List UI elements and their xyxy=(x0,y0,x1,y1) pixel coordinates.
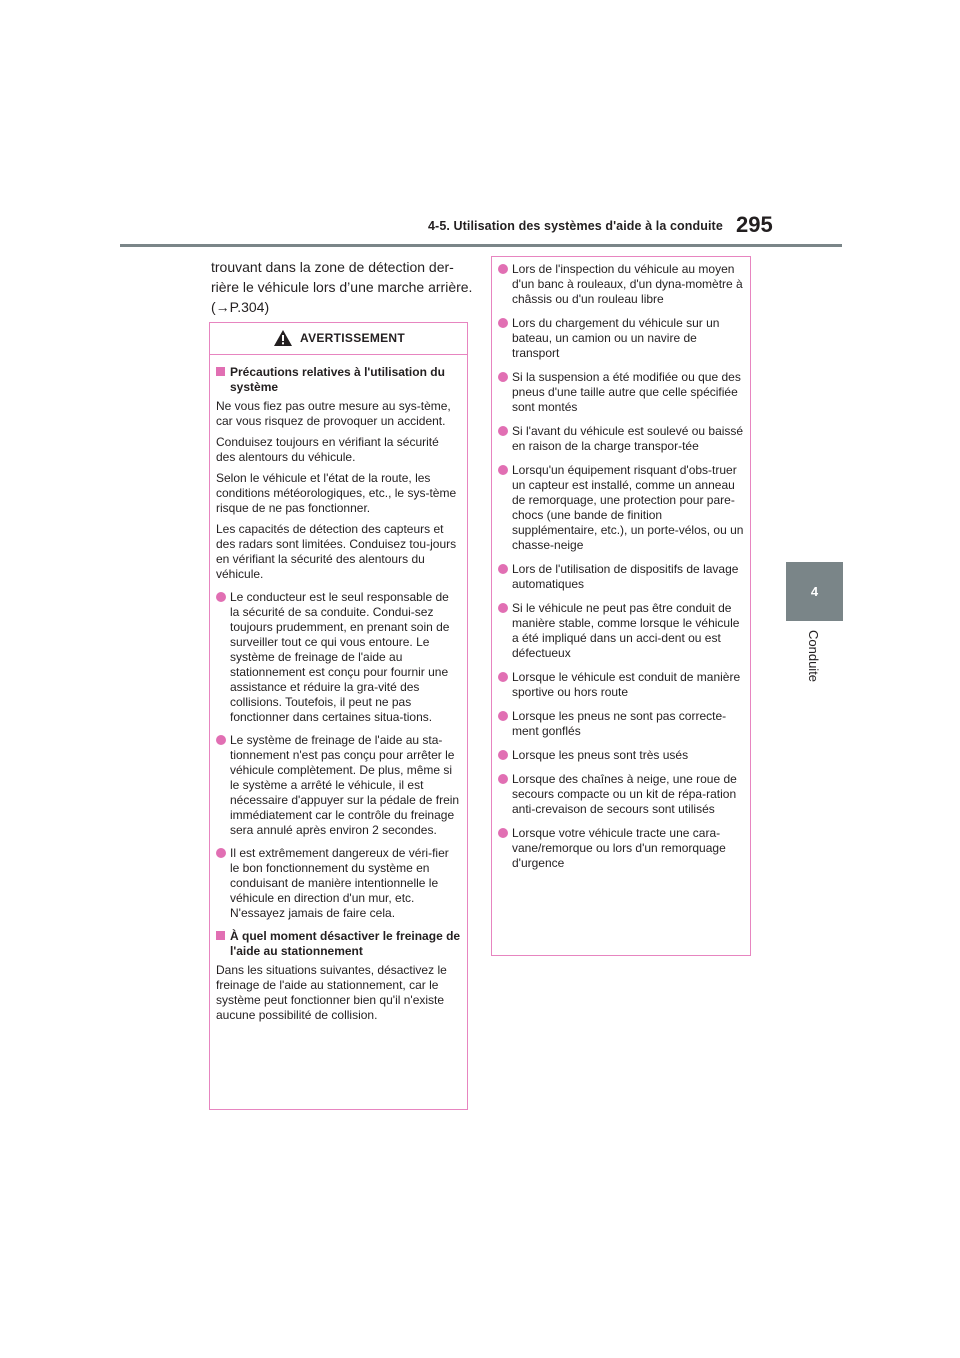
list-item xyxy=(498,601,744,661)
list-item-text: Lorsqu'un équipement risquant d'obs-truer un capteur est installé, comme un anneau de remorquage, une protection pour pare-chocs (une bande de finition supplémentaire, etc.), un porte-vélos, ou un chasse-neige xyxy=(512,463,744,552)
pink-dot-icon xyxy=(498,426,508,436)
list-item xyxy=(498,370,744,415)
warning-body xyxy=(210,355,467,1023)
paragraph: Les capacités de détection des capteurs et des radars sont limitées. Conduisez tou-jours en vérifiant la sécurité des alentours du véhicule. xyxy=(216,522,457,581)
warning-header xyxy=(210,323,467,355)
section-heading-precautions xyxy=(216,365,461,395)
pink-dot-icon xyxy=(498,372,508,382)
paragraph: Conduisez toujours en vérifiant la sécurité des alentours du véhicule. xyxy=(216,435,439,464)
list-item-text: Lors de l'inspection du véhicule au moyen d'un banc à rouleaux, d'un dyna-momètre à châssis ou d'un rouleau libre xyxy=(512,262,743,306)
pink-dot-icon xyxy=(498,264,508,274)
list-item-text: Lorsque les pneus sont très usés xyxy=(512,748,689,762)
pink-dot-icon xyxy=(216,592,226,602)
list-item xyxy=(216,733,461,838)
list-item xyxy=(498,709,744,739)
intro-text: trouvant dans la zone de détection der-rière le véhicule lors d’une marche arrière. (→P.304) xyxy=(211,259,473,315)
header-rule xyxy=(120,244,842,247)
section-heading-text: Précautions relatives à l'utilisation du système xyxy=(230,365,445,394)
list-item-text: Si le véhicule ne peut pas être conduit de manière stable, comme lorsque le véhicule a été impliqué dans un acci-dent ou est défectueux xyxy=(512,601,740,660)
warning-title: AVERTISSEMENT xyxy=(300,331,406,345)
list-item xyxy=(498,826,744,871)
list-item-text: Il est extrêmement dangereux de véri-fier le bon fonctionnement du système en conduisant de manière intentionnelle le véhicule en direction d'un mur, etc. N'essayez jamais de faire cela. xyxy=(230,846,449,920)
pink-dot-icon xyxy=(498,711,508,721)
list-item xyxy=(498,772,744,817)
list-item xyxy=(216,590,461,725)
chapter-tab[interactable]: 4 xyxy=(786,562,843,621)
pink-dot-icon xyxy=(498,774,508,784)
list-item-text: Le conducteur est le seul responsable de la sécurité de sa conduite. Condui-sez toujours prudemment, en prenant soin de surveiller tout ce qui vous entoure. Le système de freinage de l'aide au stationnement est conçu pour fournir une assistance et réduire la gra-vité des collisions. Toutefois, il peut ne pas fonctionner dans certaines situa-tions. xyxy=(230,590,450,724)
section-heading-deactivate xyxy=(216,929,461,959)
list-item-text: Lors du chargement du véhicule sur un bateau, un camion ou un navire de transport xyxy=(512,316,720,360)
page-number: 295 xyxy=(736,212,773,237)
list-item-text: Si l'avant du véhicule est soulevé ou baissé en raison de la charge transpor-tée xyxy=(512,424,744,453)
paragraph: Ne vous fiez pas outre mesure au sys-tème, car vous risquez de provoquer un accident. xyxy=(216,399,451,428)
pink-dot-icon xyxy=(498,465,508,475)
pink-dot-icon xyxy=(498,828,508,838)
list-item xyxy=(216,846,461,921)
list-item xyxy=(498,262,744,307)
chapter-label: Conduite xyxy=(806,630,821,683)
list-item-text: Si la suspension a été modifiée ou que des pneus d'une taille autre que celle spécifiée sont montés xyxy=(512,370,741,414)
pink-square-icon xyxy=(216,931,225,940)
list-item xyxy=(498,316,744,361)
list-item xyxy=(498,748,744,763)
pink-dot-icon xyxy=(498,318,508,328)
list-item-text: Lorsque votre véhicule tracte une cara-vane/remorque ou lors d'un remorquage d'urgence xyxy=(512,826,726,870)
paragraph: Dans les situations suivantes, désactivez le freinage de l'aide au stationnement, car le système peut fonctionner bien qu'il n'existe aucune possibilité de collision. xyxy=(216,963,447,1022)
list-item xyxy=(498,670,744,700)
paragraph: Selon le véhicule et l'état de la route, les conditions météorologiques, etc., le sys-tème risque de ne pas fonctionner. xyxy=(216,471,457,515)
list-item-text: Lors de l'utilisation de dispositifs de lavage automatiques xyxy=(512,562,739,591)
pink-dot-icon xyxy=(498,564,508,574)
pink-dot-icon xyxy=(498,750,508,760)
list-item-text: Lorsque le véhicule est conduit de manière sportive ou hors route xyxy=(512,670,741,699)
list-item xyxy=(498,463,744,553)
pink-dot-icon xyxy=(498,672,508,682)
list-item xyxy=(498,562,744,592)
deactivation-list xyxy=(492,257,750,871)
list-item-text: Lorsque des chaînes à neige, une roue de secours compacte ou un kit de répa-ration anti-crevaison de secours sont utilisés xyxy=(512,772,737,816)
warning-box xyxy=(209,322,468,1110)
pink-dot-icon xyxy=(216,848,226,858)
deactivation-list-box xyxy=(491,256,751,956)
pink-square-icon xyxy=(216,367,225,376)
list-item-text: Le système de freinage de l'aide au sta-tionnement n'est pas conçu pour arrêter le véhicule complètement. De plus, même si le système a arrêté le véhicule, il est nécessaire d'appuyer sur la pédale de frein immédiatement car le contrôle du freinage sera annulé après environ 2 secondes. xyxy=(230,733,460,837)
section-title: 4-5. Utilisation des systèmes d'aide à la conduite xyxy=(428,219,723,233)
section-heading-text: À quel moment désactiver le freinage de l'aide au stationnement xyxy=(230,929,461,958)
list-item-text: Lorsque les pneus ne sont pas correcte-ment gonflés xyxy=(512,709,727,738)
pink-dot-icon xyxy=(216,735,226,745)
pink-dot-icon xyxy=(498,603,508,613)
list-item xyxy=(498,424,744,454)
warning-triangle-icon xyxy=(273,329,293,347)
